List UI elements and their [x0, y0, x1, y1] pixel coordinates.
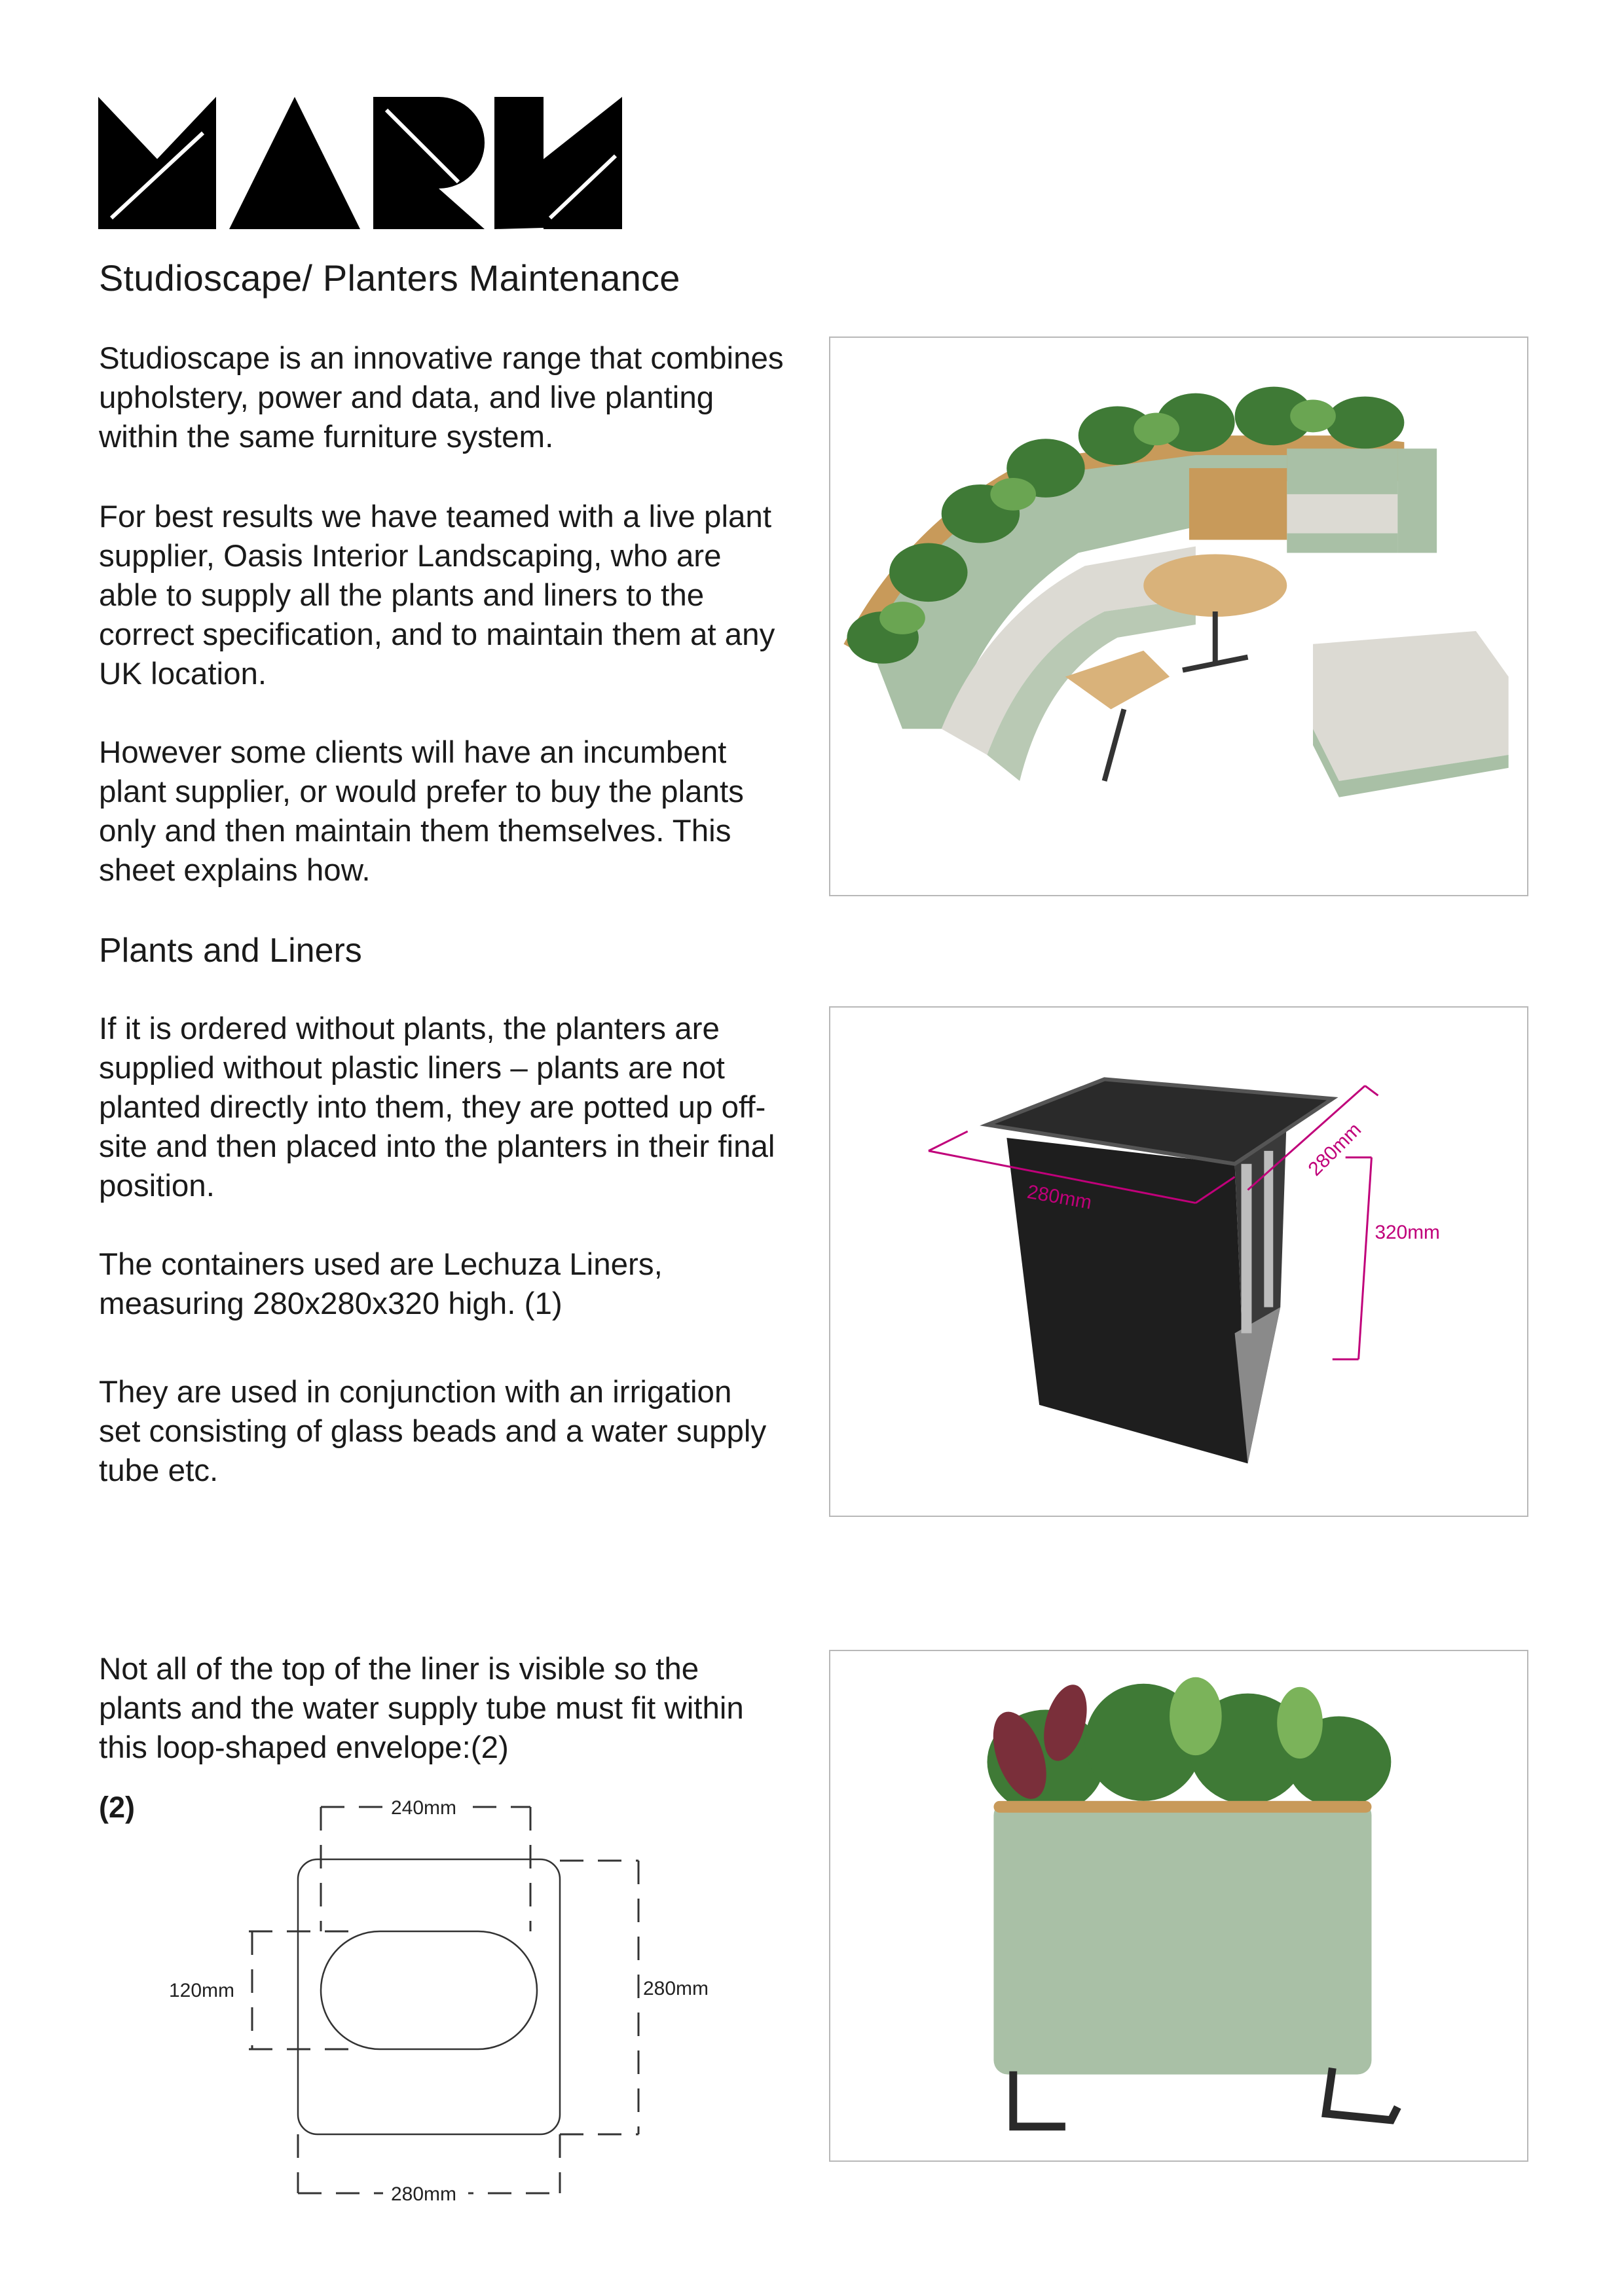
env-dim-top: 240mm: [391, 1797, 457, 1819]
dim-width-label: 280mm: [1025, 1180, 1094, 1214]
liners-paragraph-3: They are used in conjunction with an irrigation set consisting of glass beads and a water supply tube etc.: [99, 1375, 767, 1488]
planter-photo: [829, 1650, 1528, 2162]
intro-paragraph-2: For best results we have teamed with a live plant supplier, Oasis Interior Landscaping, who are able to supply all the plants and liners to the correct specification, and to maintain them at any UK location.: [99, 500, 775, 691]
liners-paragraph-2: The containers used are Lechuza Liners, measuring 280x280x320 high. (1): [99, 1247, 663, 1321]
envelope-paragraph: Not all of the top of the liner is visible so the plants and the water supply tube must fit within this loop-shaped envelope:(2): [99, 1652, 744, 1765]
env-dim-bottom: 280mm: [391, 2183, 457, 2205]
liners-paragraph-1: If it is ordered without plants, the planters are supplied without plastic liners – plants are not planted directly into them, they are potted up off- site and then placed into the planters in their final position.: [99, 1011, 775, 1203]
studioscape-photo: [829, 337, 1528, 896]
figure-2-label: (2): [99, 1791, 135, 1824]
section-heading: Plants and Liners: [99, 932, 362, 970]
dim-height-label: 320mm: [1375, 1222, 1440, 1244]
env-dim-left: 120mm: [169, 1980, 235, 2001]
brand-logo: [98, 97, 622, 229]
envelope-diagram: [157, 1781, 707, 2213]
dim-depth-label: 280mm: [1304, 1118, 1366, 1180]
env-dim-right: 280mm: [643, 1978, 707, 1999]
intro-paragraph-3: However some clients will have an incumbent plant supplier, or would prefer to buy the plants only and then maintain them themselves. This sheet explains how.: [99, 735, 744, 888]
intro-paragraph-1: Studioscape is an innovative range that combines upholstery, power and data, and live planting within the same furniture system.: [99, 341, 784, 454]
liner-diagram: [829, 1006, 1528, 1517]
page-title: Studioscape/ Planters Maintenance: [99, 257, 680, 299]
